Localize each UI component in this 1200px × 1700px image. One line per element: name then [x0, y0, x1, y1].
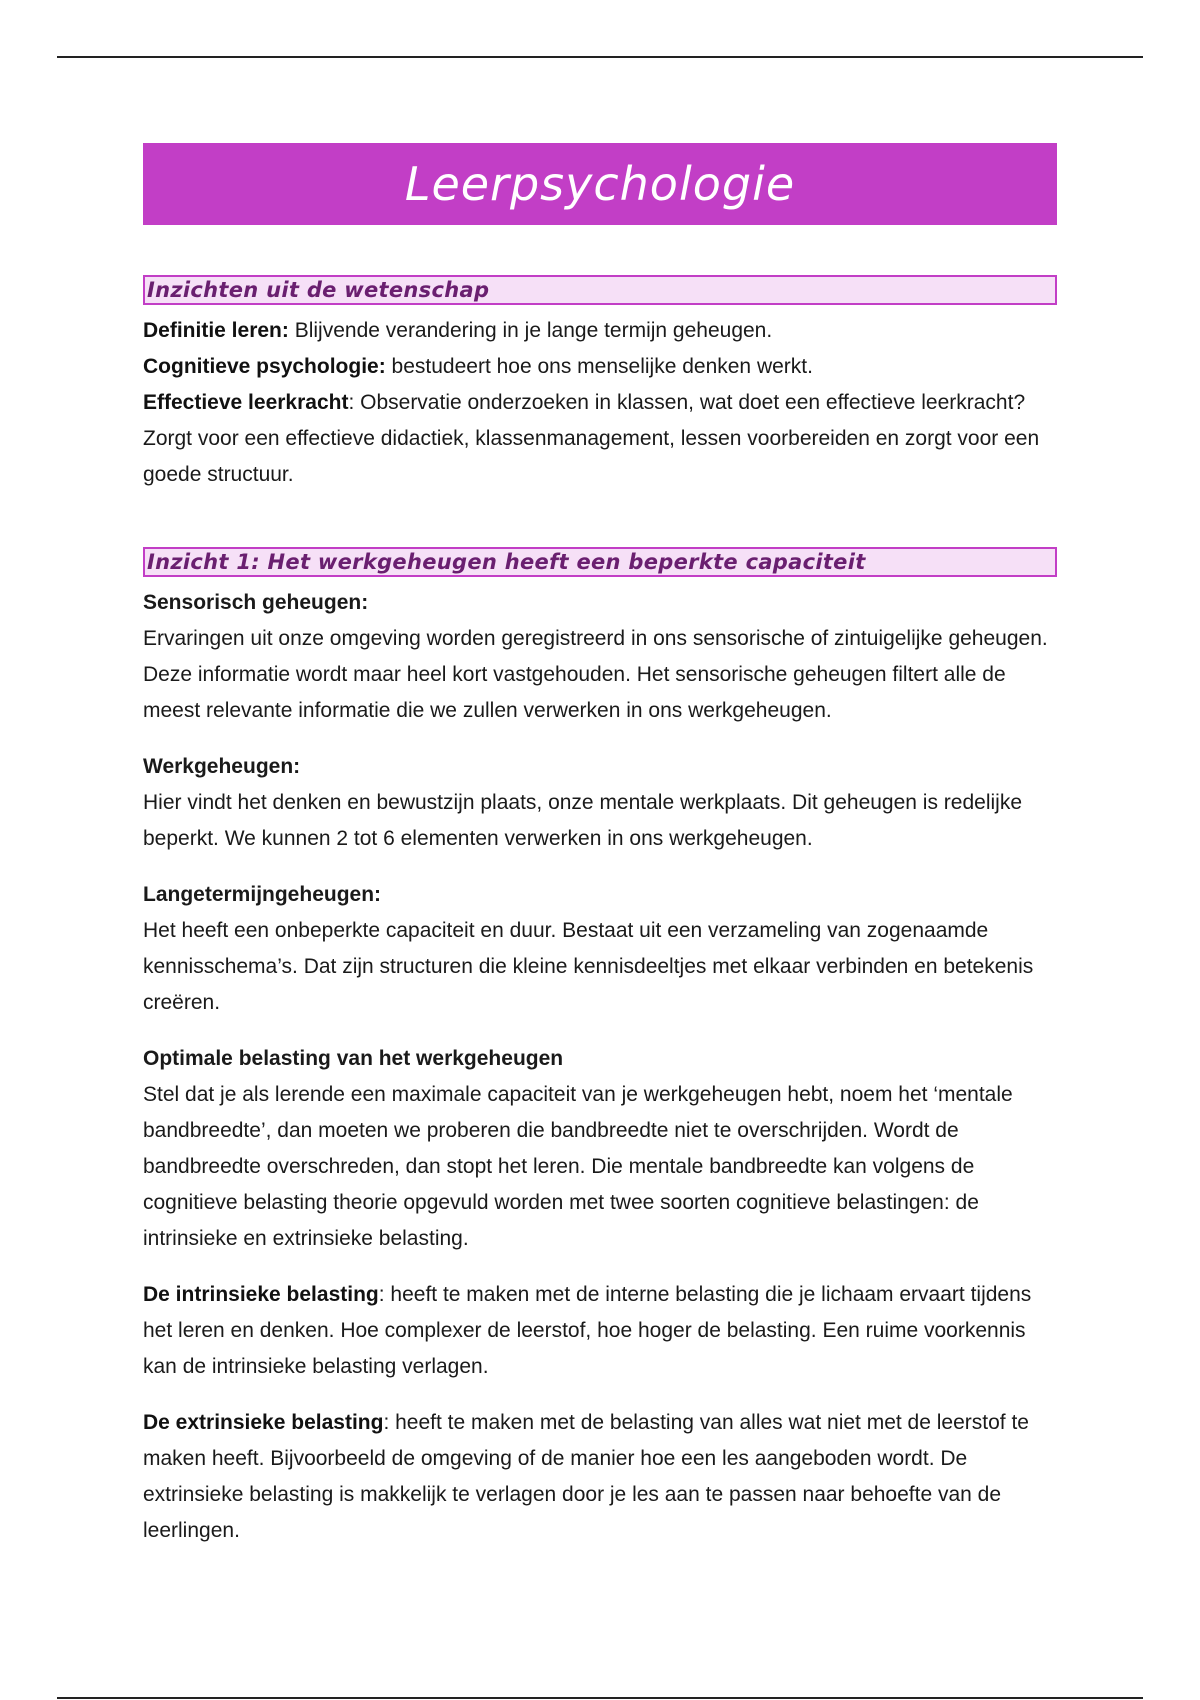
- block-text: Ervaringen uit onze omgeving worden geregistreerd in ons sensorische of zintuigelijke geheugen. Deze informatie wordt maar heel kort vastgehouden. Het sensorische geheugen filtert alle de meest relevante informatie die we zullen verwerken in ons werkgeheugen.: [143, 627, 1048, 722]
- block-inline-paragraph: [143, 1277, 1057, 1385]
- paragraph-definitie-leren: [143, 313, 1057, 349]
- section-heading-text: Inzichten uit de wetenschap: [147, 278, 490, 302]
- block-heading: Optimale belasting van het werkgeheugen: [143, 1047, 564, 1070]
- paragraph-effectieve-leerkracht: [143, 385, 1057, 493]
- term-text: bestudeert hoe ons menselijke denken werkt.: [385, 355, 813, 378]
- block-heading: Langetermijngeheugen:: [143, 883, 382, 906]
- block-inline-paragraph: [143, 1405, 1057, 1549]
- title-banner: [143, 143, 1057, 225]
- term-label: Effectieve leerkracht: [143, 391, 349, 414]
- paragraph-cognitieve-psychologie: [143, 349, 1057, 385]
- section-body-inzichten: [143, 313, 1057, 493]
- page-title: Leerpsychologie: [404, 157, 796, 211]
- term-text: : heeft te maken met de interne belasting die je lichaam ervaart tijdens het leren en denken. Hoe complexer de leerstof, hoe hoger de belasting. Een ruime voorkennis kan de intrinsieke belasting verlagen.: [143, 1283, 1032, 1378]
- term-text: Blijvende verandering in je lange termijn geheugen.: [288, 319, 773, 342]
- block-text: Hier vindt het denken en bewustzijn plaats, onze mentale werkplaats. Dit geheugen is redelijke beperkt. We kunnen 2 tot 6 elementen verwerken in ons werkgeheugen.: [143, 791, 1023, 850]
- section-heading-inzicht-1: [143, 547, 1057, 577]
- document-body: [143, 143, 1057, 1569]
- term-label: Definitie leren:: [143, 319, 289, 342]
- block-text: Stel dat je als lerende een maximale capaciteit van je werkgeheugen hebt, noem het ‘mentale bandbreedte’, dan moeten we proberen die bandbreedte niet te overschrijden. Wordt de bandbreedte overschreden, dan stopt het leren. Die mentale bandbreedte kan volgens de cognitieve belasting theorie opgevuld worden met twee soorten cognitieve belastingen: de intrinsieke en extrinsieke belasting.: [143, 1083, 1013, 1250]
- section-heading-inzichten: [143, 275, 1057, 305]
- block-text: Het heeft een onbeperkte capaciteit en duur. Bestaat uit een verzameling van zogenaamde kennisschema’s. Dat zijn structuren die kleine kennisdeeltjes met elkaar verbinden en betekenis creëren.: [143, 919, 1034, 1014]
- section-heading-text: Inzicht 1: Het werkgeheugen heeft een beperkte capaciteit: [147, 550, 866, 574]
- block-heading: Werkgeheugen:: [143, 755, 301, 778]
- term-text: : Observatie onderzoeken in klassen, wat doet een effectieve leerkracht? Zorgt voor een effectieve didactiek, klassenmanagement, lessen voorbereiden en zorgt voor een goede structuur.: [143, 391, 1040, 486]
- block-langetermijngeheugen: [143, 877, 1057, 1021]
- term-label: De extrinsieke belasting: [143, 1411, 384, 1434]
- block-heading: Sensorisch geheugen:: [143, 591, 369, 614]
- block-extrinsieke-belasting: [143, 1405, 1057, 1549]
- block-intrinsieke-belasting: [143, 1277, 1057, 1385]
- block-werkgeheugen: [143, 749, 1057, 857]
- block-optimale-belasting: [143, 1041, 1057, 1257]
- header-rule: [57, 56, 1143, 58]
- section-body-inzicht-1: [143, 585, 1057, 1549]
- block-sensorisch-geheugen: [143, 585, 1057, 729]
- term-label: De intrinsieke belasting: [143, 1283, 379, 1306]
- footer-rule: [57, 1697, 1143, 1699]
- term-label: Cognitieve psychologie:: [143, 355, 386, 378]
- term-text: : heeft te maken met de belasting van alles wat niet met de leerstof te maken heeft. Bijvoorbeeld de omgeving of de manier hoe een les aangeboden wordt. De extrinsieke belasting is makkelijk te verlagen door je les aan te passen naar behoefte van de leerlingen.: [143, 1411, 1029, 1542]
